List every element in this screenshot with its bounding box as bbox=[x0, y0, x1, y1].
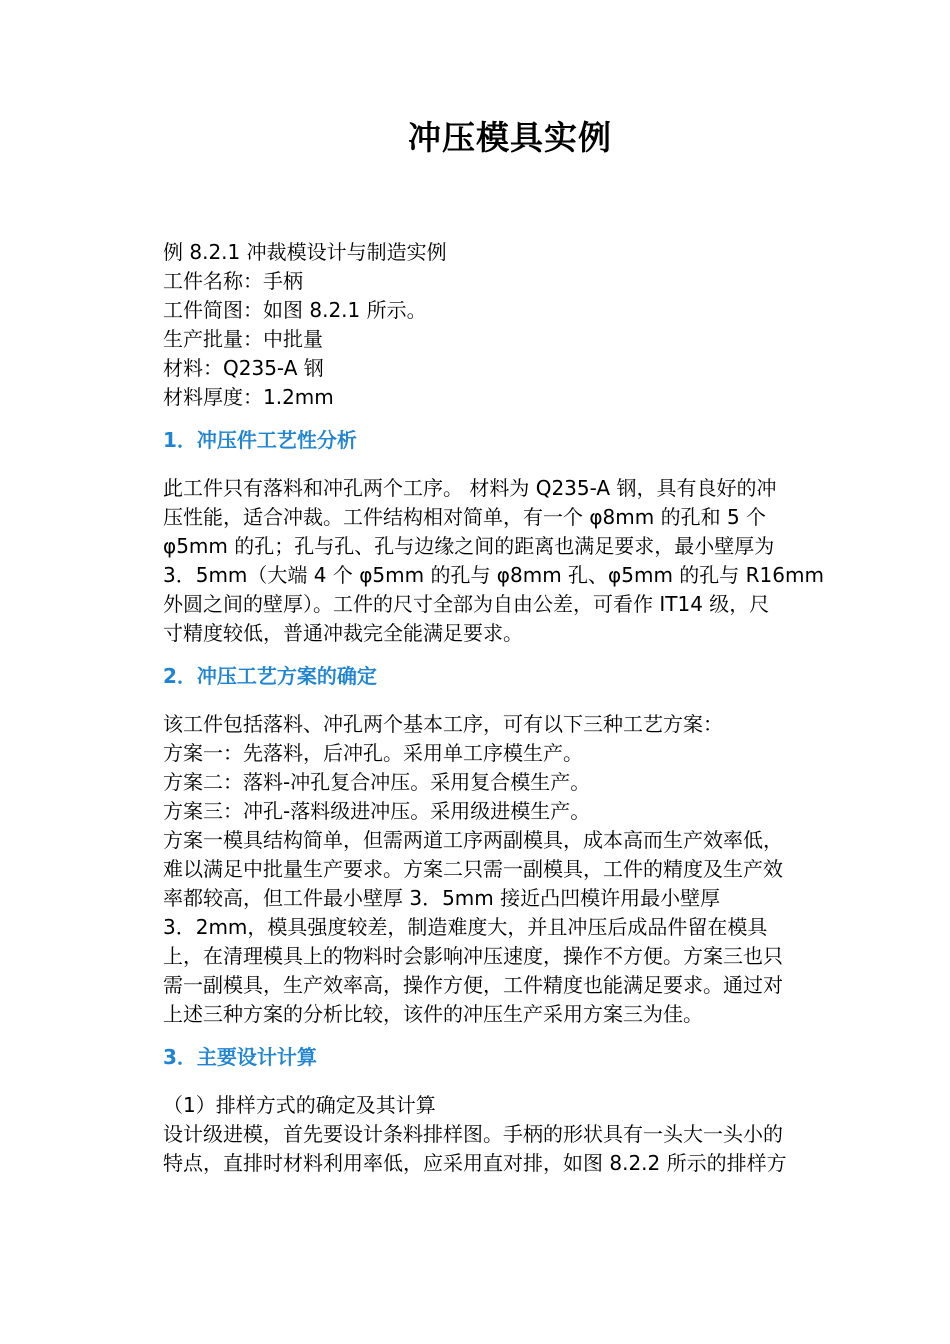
paragraph-line: 方案二：落料-冲孔复合冲压。采用复合模生产。 bbox=[163, 770, 591, 794]
part-name-line: 工件名称：手柄 bbox=[163, 269, 303, 293]
sketch-line: 工件简图：如图 8.2.1 所示。 bbox=[163, 298, 427, 322]
paragraph-line: 寸精度较低，普通冲裁完全能满足要求。 bbox=[163, 621, 523, 645]
paragraph-line: 此工件只有落料和冲孔两个工序。 材料为 Q235-A 钢，具有良好的冲 bbox=[163, 476, 777, 500]
paragraph-line: （1）排样方式的确定及其计算 bbox=[163, 1093, 436, 1117]
paragraph-line: 需一副模具，生产效率高，操作方便，工件精度也能满足要求。通过对 bbox=[163, 973, 783, 997]
paragraph-line: 率都较高，但工件最小壁厚 3．5mm 接近凸凹模许用最小壁厚 bbox=[163, 886, 721, 910]
paragraph-line: 特点，直排时材料利用率低，应采用直对排，如图 8.2.2 所示的排样方 bbox=[163, 1151, 787, 1175]
paragraph-line: φ5mm 的孔；孔与孔、孔与边缘之间的距离也满足要求，最小壁厚为 bbox=[163, 534, 775, 558]
example-line: 例 8.2.1 冲裁模设计与制造实例 bbox=[163, 240, 447, 264]
paragraph-line: 设计级进模，首先要设计条料排样图。手柄的形状具有一头大一头小的 bbox=[163, 1122, 783, 1146]
paragraph-line: 方案一：先落料，后冲孔。采用单工序模生产。 bbox=[163, 741, 583, 765]
paragraph-line: 外圆之间的壁厚）。工件的尺寸全部为自由公差，可看作 IT14 级，尺 bbox=[163, 592, 770, 616]
thickness-line: 材料厚度：1.2mm bbox=[163, 385, 334, 409]
section-heading: 2．冲压工艺方案的确定 bbox=[163, 664, 377, 688]
paragraph-line: 难以满足中批量生产要求。方案二只需一副模具，工件的精度及生产效 bbox=[163, 857, 783, 881]
document-title: 冲压模具实例 bbox=[408, 118, 612, 157]
section-paragraph bbox=[163, 710, 863, 1029]
section-heading: 3．主要设计计算 bbox=[163, 1045, 317, 1069]
section-paragraph bbox=[163, 474, 863, 648]
material-line: 材料：Q235-A 钢 bbox=[163, 356, 324, 380]
paragraph-line: 上述三种方案的分析比较，该件的冲压生产采用方案三为佳。 bbox=[163, 1002, 703, 1026]
paragraph-line: 方案一模具结构简单，但需两道工序两副模具，成本高而生产效率低， bbox=[163, 828, 783, 852]
paragraph-line: 方案三：冲孔-落料级进冲压。采用级进模生产。 bbox=[163, 799, 591, 823]
batch-line: 生产批量：中批量 bbox=[163, 327, 323, 351]
paragraph-line: 3．2mm，模具强度较差，制造难度大，并且冲压后成品件留在模具 bbox=[163, 915, 768, 939]
document-body bbox=[163, 238, 863, 1178]
section-paragraph bbox=[163, 1091, 863, 1178]
section-heading: 1．冲压件工艺性分析 bbox=[163, 428, 357, 452]
paragraph-line: 该工件包括落料、冲孔两个基本工序，可有以下三种工艺方案： bbox=[163, 712, 723, 736]
paragraph-line: 压性能，适合冲裁。工件结构相对简单，有一个 φ8mm 的孔和 5 个 bbox=[163, 505, 767, 529]
paragraph-line: 上，在清理模具上的物料时会影响冲压速度，操作不方便。方案三也只 bbox=[163, 944, 783, 968]
paragraph-line: 3．5mm（大端 4 个 φ5mm 的孔与 φ8mm 孔、φ5mm 的孔与 R16mm bbox=[163, 563, 824, 587]
